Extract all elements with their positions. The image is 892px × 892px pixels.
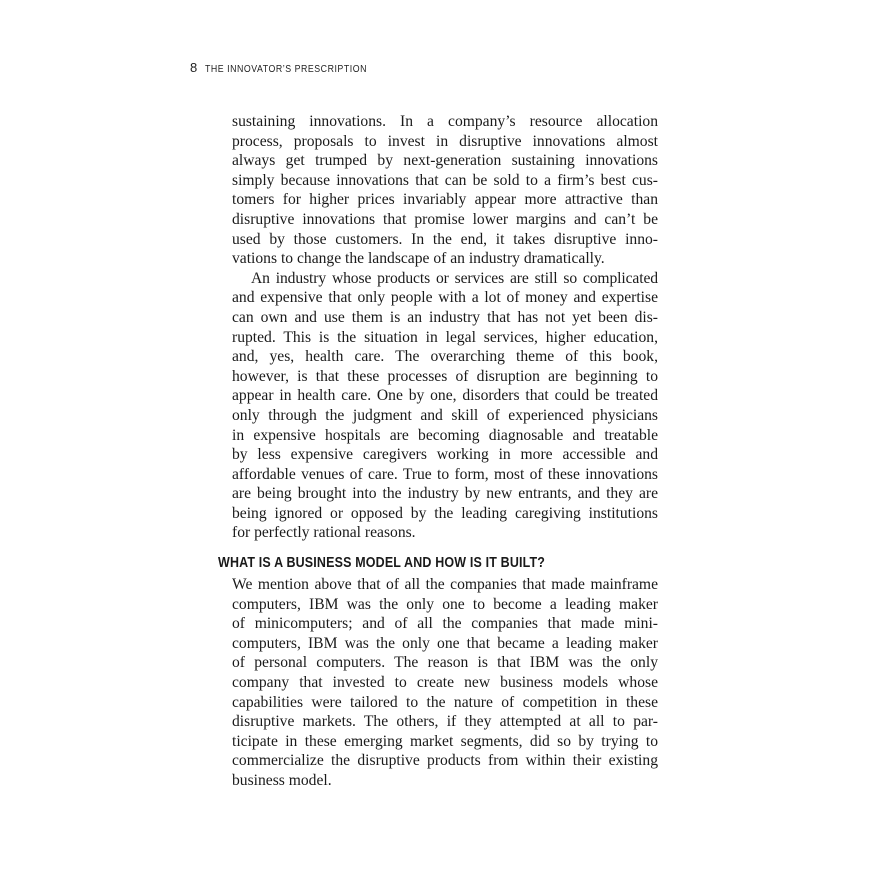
text-line: can own and use them is an industry that has not yet been dis- <box>232 308 658 326</box>
page-number: 8 <box>190 60 198 75</box>
text-line: always get trumped by next-generation sustaining innovations <box>232 152 658 170</box>
text-line: computers, IBM was the only one to become a leading maker <box>232 595 658 613</box>
text-line: of personal computers. The reason is that IBM was the only <box>232 654 658 672</box>
text-line: and expensive that only people with a lot of money and expertise <box>232 289 658 307</box>
body-text <box>232 112 658 543</box>
text-line: sustaining innovations. In a company’s resource allocation <box>232 113 658 130</box>
section-body-text <box>232 575 658 791</box>
text-line: simply because innovations that can be sold to a firm’s best cus- <box>232 171 658 189</box>
text-line: affordable venues of care. True to form, most of these innovations <box>232 465 658 483</box>
text-line: computers, IBM was the only one that became a leading maker <box>232 634 658 652</box>
text-line: vations to change the landscape of an industry dramatically. <box>232 250 605 268</box>
text-line: by less expensive caregivers working in more accessible and <box>232 446 658 464</box>
book-title: THE INNOVATOR’S PRESCRIPTION <box>205 64 368 75</box>
text-line: rupted. This is the situation in legal services, higher education, <box>232 328 658 346</box>
text-line: of minicomputers; and of all the companies that made mini- <box>232 615 658 633</box>
text-line: being ignored or opposed by the leading caregiving institutions <box>232 504 658 522</box>
text-line: disruptive markets. The others, if they attempted at all to par- <box>232 713 658 731</box>
text-line: disruptive innovations that promise lower margins and can’t be <box>232 210 658 228</box>
paragraph-1 <box>232 112 658 269</box>
text-line: only through the judgment and skill of experienced physicians <box>232 406 658 424</box>
text-line: We mention above that of all the companies that made mainframe <box>232 576 658 593</box>
text-line: commercialize the disruptive products from within their existing <box>232 752 658 770</box>
running-head <box>190 60 389 75</box>
text-line: business model. <box>232 771 332 789</box>
text-line: however, is that these processes of disruption are beginning to <box>232 367 658 385</box>
text-line: ticipate in these emerging market segments, did so by trying to <box>232 732 658 750</box>
text-line: company that invested to create new business models whose <box>232 673 658 691</box>
text-line: appear in health care. One by one, disorders that could be treated <box>232 387 658 405</box>
section-heading: WHAT IS A BUSINESS MODEL AND HOW IS IT BUILT? <box>218 555 546 571</box>
text-line: tomers for higher prices invariably appear more attractive than <box>232 191 658 209</box>
paragraph-2 <box>232 269 658 543</box>
text-line: capabilities were tailored to the nature of competition in these <box>232 693 658 711</box>
text-line: An industry whose products or services are still so complicated <box>251 269 658 287</box>
text-line: and, yes, health care. The overarching theme of this book, <box>232 348 658 366</box>
text-line: process, proposals to invest in disruptive innovations almost <box>232 132 658 150</box>
text-line: for perfectly rational reasons. <box>232 524 416 542</box>
text-line: used by those customers. In the end, it takes disruptive inno- <box>232 230 658 248</box>
text-line: are being brought into the industry by new entrants, and they are <box>232 485 658 503</box>
paragraph-3 <box>232 575 658 791</box>
text-line: in expensive hospitals are becoming diagnosable and treatable <box>232 426 658 444</box>
